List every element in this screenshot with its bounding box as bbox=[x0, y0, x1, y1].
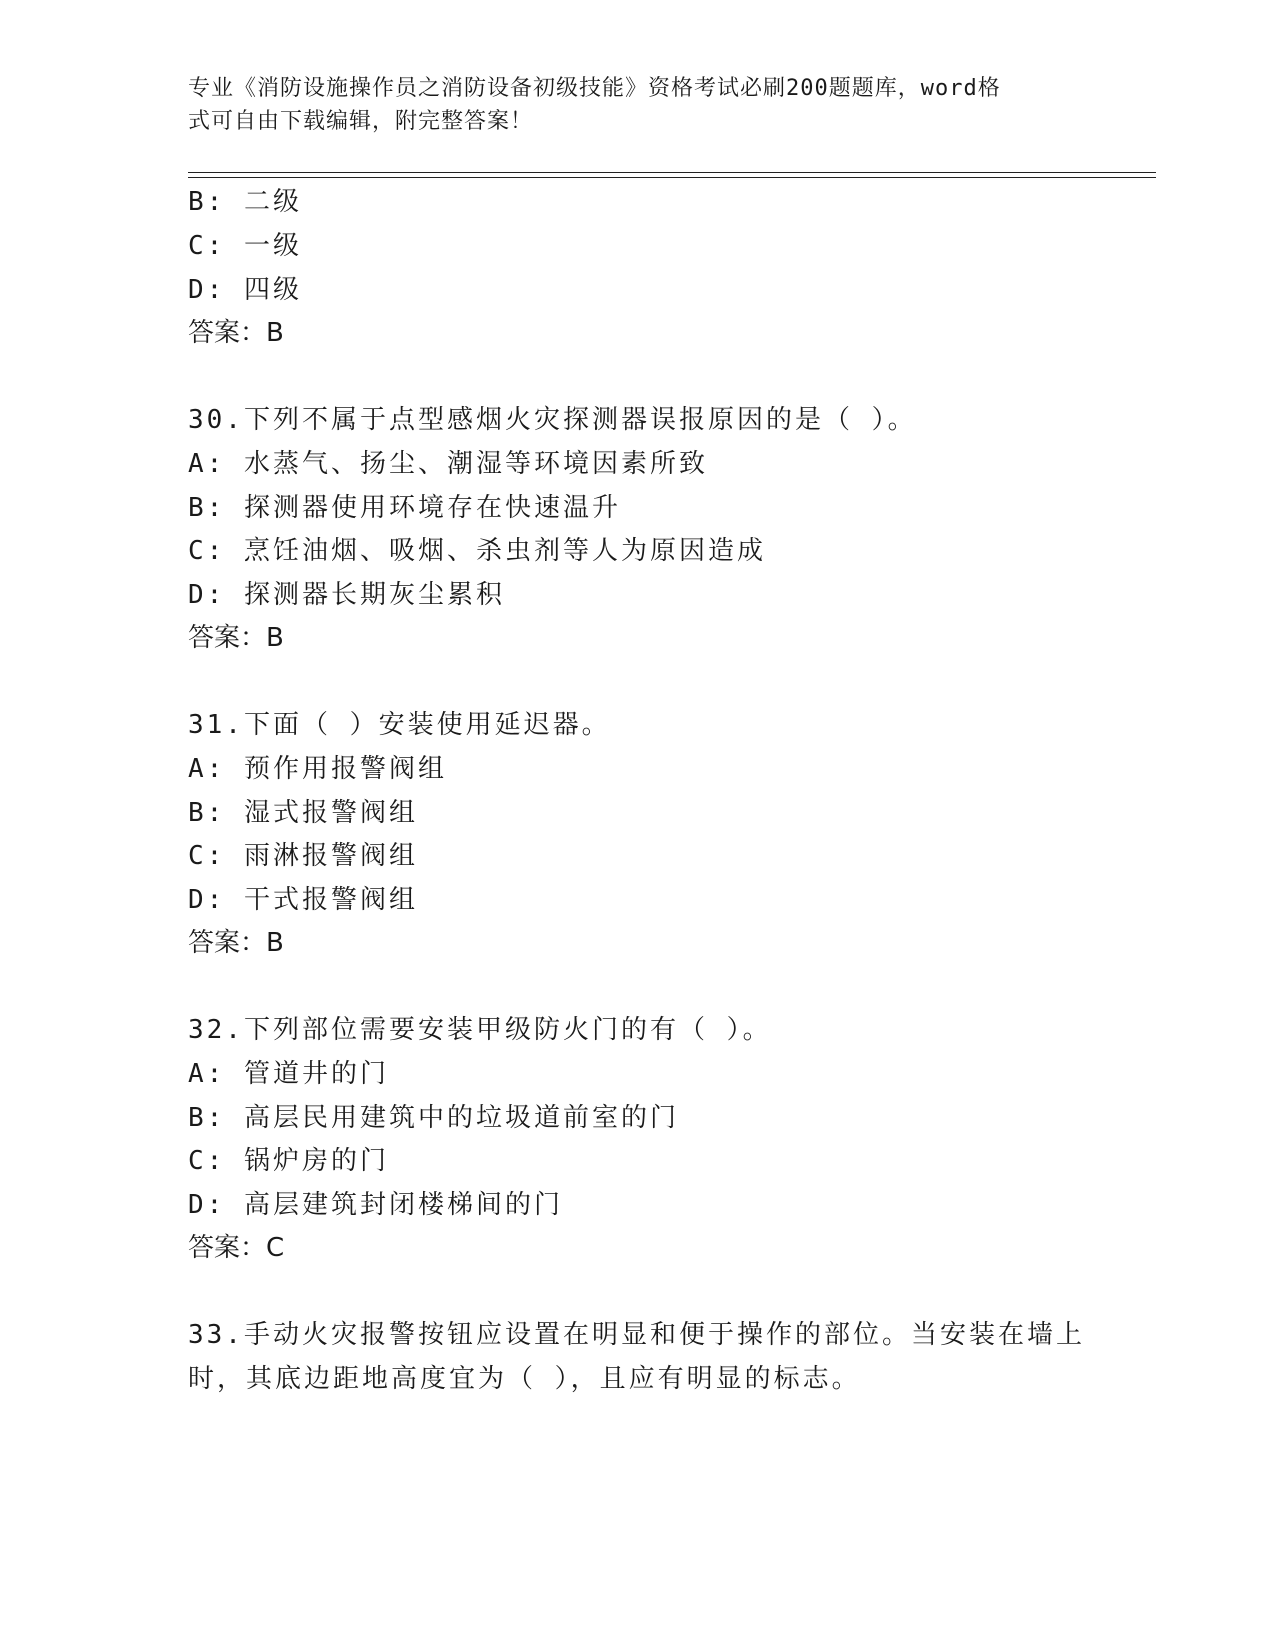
option-b: B: 探测器使用环境存在快速温升 bbox=[188, 493, 621, 523]
option-a: A: 管道井的门 bbox=[188, 1059, 389, 1089]
question-stem-line-1: 33.手动火灾报警按钮应设置在明显和便于操作的部位。当安装在墙上 bbox=[188, 1320, 1085, 1350]
header-rule-bottom bbox=[188, 177, 1156, 178]
question-stem: 32.下列部位需要安装甲级防火门的有（ ）。 bbox=[188, 1015, 772, 1045]
answer: 答案：C bbox=[188, 1233, 285, 1263]
option-c: C: 烹饪油烟、吸烟、杀虫剂等人为原因造成 bbox=[188, 536, 766, 566]
option-c: C: 雨淋报警阀组 bbox=[188, 841, 418, 871]
option-d: D: 探测器长期灰尘累积 bbox=[188, 580, 505, 610]
option-d: D: 四级 bbox=[188, 275, 302, 305]
option-b: B: 高层民用建筑中的垃圾道前室的门 bbox=[188, 1103, 679, 1133]
option-a: A: 预作用报警阀组 bbox=[188, 754, 447, 784]
question-stem: 30.下列不属于点型感烟火灾探测器误报原因的是（ ）。 bbox=[188, 405, 917, 435]
option-c: C: 一级 bbox=[188, 231, 302, 261]
document-header bbox=[188, 72, 1088, 138]
question-stem-line-2: 时，其底边距地高度宜为（ ），且应有明显的标志。 bbox=[188, 1364, 861, 1394]
option-a: A: 水蒸气、扬尘、潮湿等环境因素所致 bbox=[188, 449, 708, 479]
answer: 答案：B bbox=[188, 928, 284, 958]
option-c: C: 锅炉房的门 bbox=[188, 1146, 389, 1176]
option-d: D: 干式报警阀组 bbox=[188, 885, 418, 915]
header-line-1: 专业《消防设施操作员之消防设备初级技能》资格考试必刷200题题库，word格 bbox=[188, 76, 1001, 101]
answer: 答案：B bbox=[188, 318, 284, 348]
answer: 答案：B bbox=[188, 623, 284, 653]
header-rule-top bbox=[188, 172, 1156, 173]
option-b: B: 湿式报警阀组 bbox=[188, 798, 418, 828]
question-stem: 31.下面（ ）安装使用延迟器。 bbox=[188, 710, 611, 740]
option-d: D: 高层建筑封闭楼梯间的门 bbox=[188, 1190, 563, 1220]
option-b: B: 二级 bbox=[188, 187, 302, 217]
header-line-2: 式可自由下载编辑，附完整答案！ bbox=[188, 109, 534, 134]
